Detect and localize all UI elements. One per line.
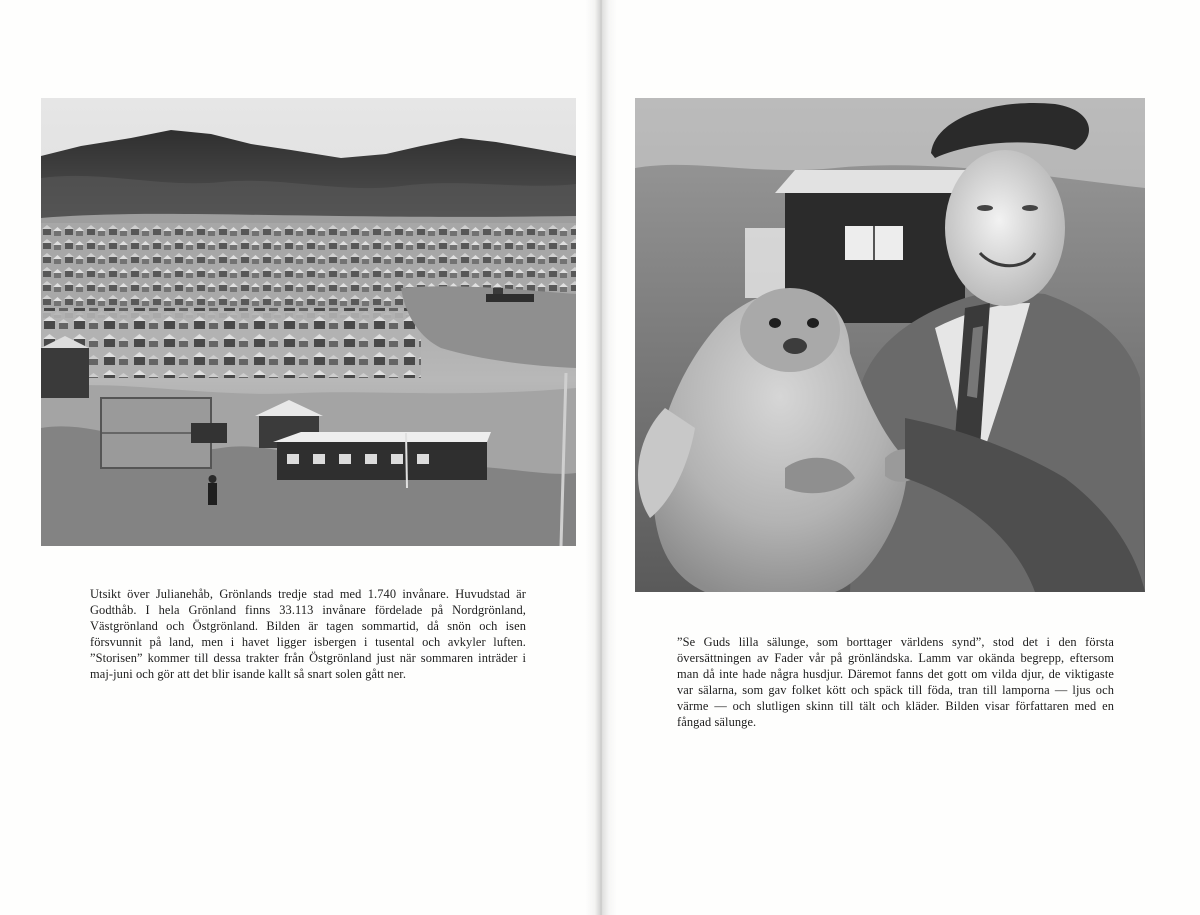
book-gutter xyxy=(585,0,617,915)
man-with-seal-pup-photo xyxy=(635,98,1145,592)
town-view-photo xyxy=(41,98,576,546)
seal-photo-caption: ”Se Guds lilla sälunge, som borttager världens synd”, stod det i den första översättningen av Fader vår på grönländska. Lamm var okända begrepp, eftersom man då inte hade några husdjur. Däremot fanns det gott om vilda djur, de viktigaste var sälarna, som gav folket kött och späck till föda, tran till lamporna — ljus och värme — och slutligen skinn till tält och kläder. Bilden visar författaren med en fångad sälunge. xyxy=(677,635,1114,730)
town-photo-caption: Utsikt över Julianehåb, Grönlands tredje stad med 1.740 invånare. Huvudstad är Godthåb. I hela Grönland finns 33.113 invånare fördelade på Nordgrönland, Västgrönland och Östgrönland. Bilden är tagen sommartid, då snön och isen försvunnit på land, men i havet ligger isbergen i tusental och avkyler luften. ”Storisen” kommer till dessa trakter från Östgrönland just när sommaren inträder i maj-juni och gör att det blir isande kallt så snart solen gått ner. xyxy=(90,587,526,682)
